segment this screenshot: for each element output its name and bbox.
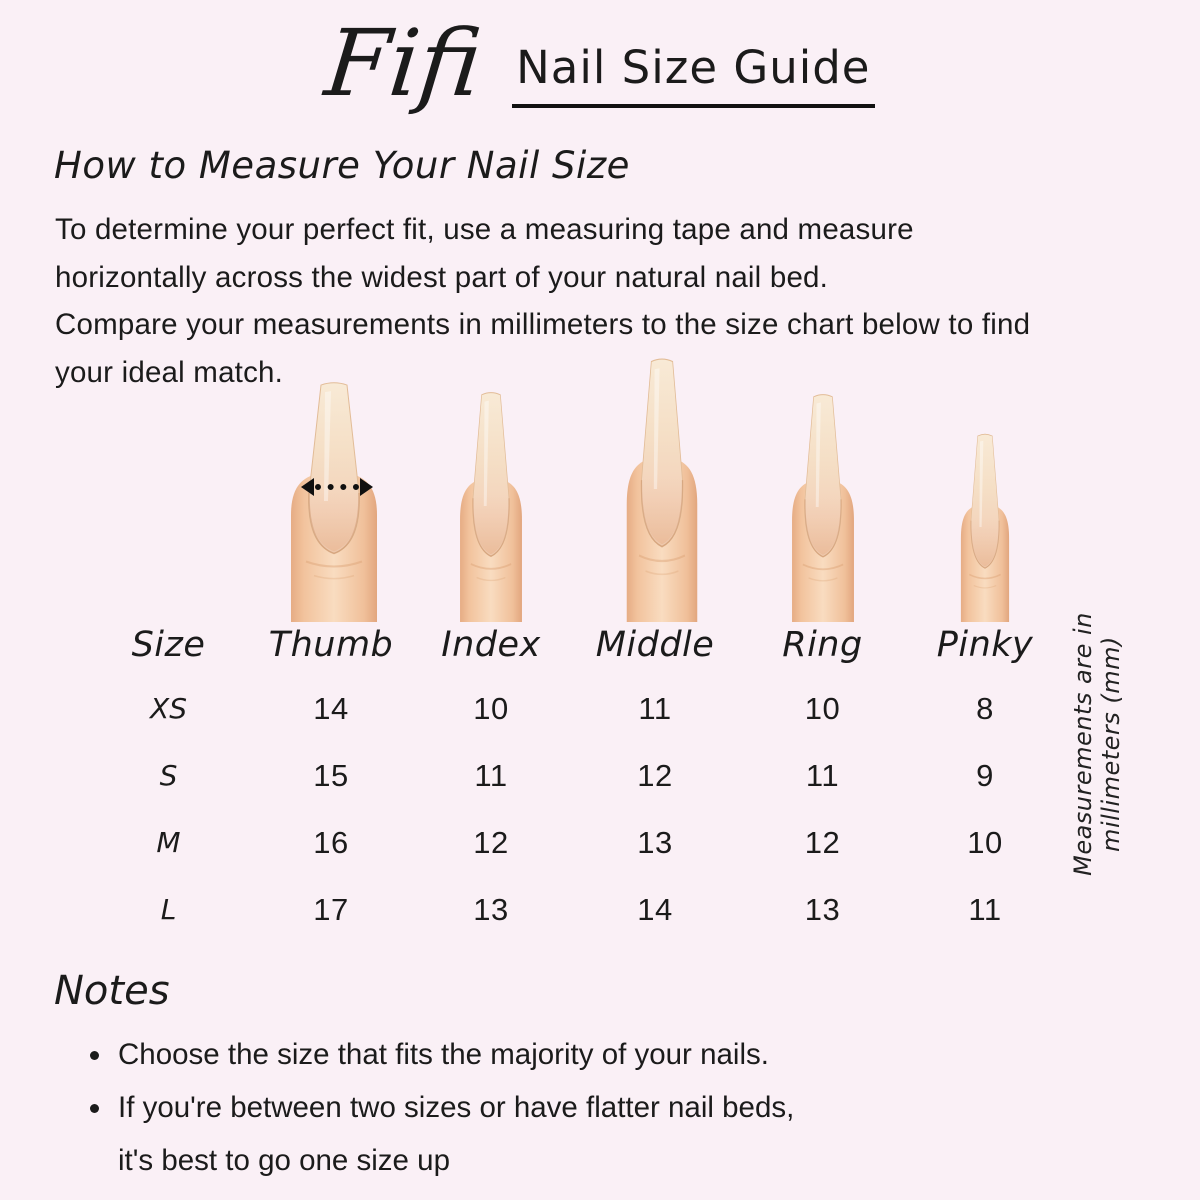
cell-m-ring: 12	[804, 824, 841, 860]
row-label-s: S	[159, 759, 178, 792]
row-label-xs: XS	[150, 692, 187, 725]
column-header-ring: Ring	[782, 625, 863, 665]
note-text-continued: it's best to go one size up	[118, 1144, 450, 1177]
intro-line: your ideal match.	[55, 355, 284, 389]
notes-heading: Notes	[54, 968, 170, 1014]
how-to-heading: How to Measure Your Nail Size	[54, 144, 630, 187]
measure-width-arrow	[301, 478, 373, 496]
index-finger-illustration	[455, 390, 527, 622]
pinky-finger-illustration	[957, 432, 1013, 622]
note-item	[114, 1028, 1014, 1081]
dotted-line	[315, 484, 359, 490]
row-label-m: M	[156, 826, 181, 859]
cell-m-pinky: 10	[967, 824, 1003, 860]
cell-xs-ring: 10	[804, 690, 841, 726]
note-item	[114, 1081, 1014, 1187]
note-text: Choose the size that fits the majority of your nails.	[118, 1038, 769, 1071]
column-header-index: Index	[441, 625, 541, 665]
row-label-l: L	[160, 893, 177, 926]
column-header-thumb: Thumb	[268, 625, 394, 665]
notes-list	[90, 1028, 1014, 1187]
units-side-note: Measurements are in millimeters (mm)	[1069, 612, 1125, 876]
cell-l-index: 13	[473, 891, 509, 927]
page-title: Nail Size Guide	[512, 41, 874, 108]
cell-xs-thumb: 14	[313, 690, 349, 726]
size-chart-table	[87, 615, 1065, 943]
cell-s-pinky: 9	[976, 757, 994, 793]
cell-s-index: 11	[474, 757, 508, 793]
column-header-pinky: Pinky	[936, 625, 1034, 665]
page-header	[0, 10, 1200, 117]
arrow-left-icon	[301, 478, 314, 496]
intro-paragraph	[55, 206, 1030, 396]
intro-line: horizontally across the widest part of your natural nail bed.	[55, 260, 829, 294]
cell-l-middle: 14	[637, 891, 673, 927]
intro-line: To determine your perfect fit, use a measuring tape and measure	[55, 213, 914, 246]
middle-finger-illustration	[621, 356, 703, 622]
cell-s-thumb: 15	[313, 757, 349, 793]
cell-s-middle: 12	[637, 757, 673, 793]
brand-logo: Fifi	[319, 10, 486, 117]
arrow-right-icon	[360, 478, 373, 496]
thumb-illustration	[284, 380, 384, 622]
cell-xs-pinky: 8	[976, 690, 994, 726]
cell-xs-middle: 11	[638, 690, 672, 726]
cell-xs-index: 10	[473, 690, 509, 726]
cell-l-ring: 13	[804, 891, 841, 927]
cell-m-index: 12	[473, 824, 509, 860]
cell-s-ring: 11	[805, 757, 840, 793]
note-text: If you're between two sizes or have flatter nail beds,	[118, 1091, 795, 1124]
cell-l-thumb: 17	[313, 891, 349, 927]
column-header-size: Size	[131, 625, 206, 665]
cell-l-pinky: 11	[968, 891, 1002, 927]
intro-line: Compare your measurements in millimeters to the size chart below to find	[55, 308, 1031, 341]
cell-m-thumb: 16	[313, 824, 349, 860]
ring-finger-illustration	[787, 392, 859, 622]
cell-m-middle: 13	[637, 824, 673, 860]
column-header-middle: Middle	[595, 625, 715, 665]
